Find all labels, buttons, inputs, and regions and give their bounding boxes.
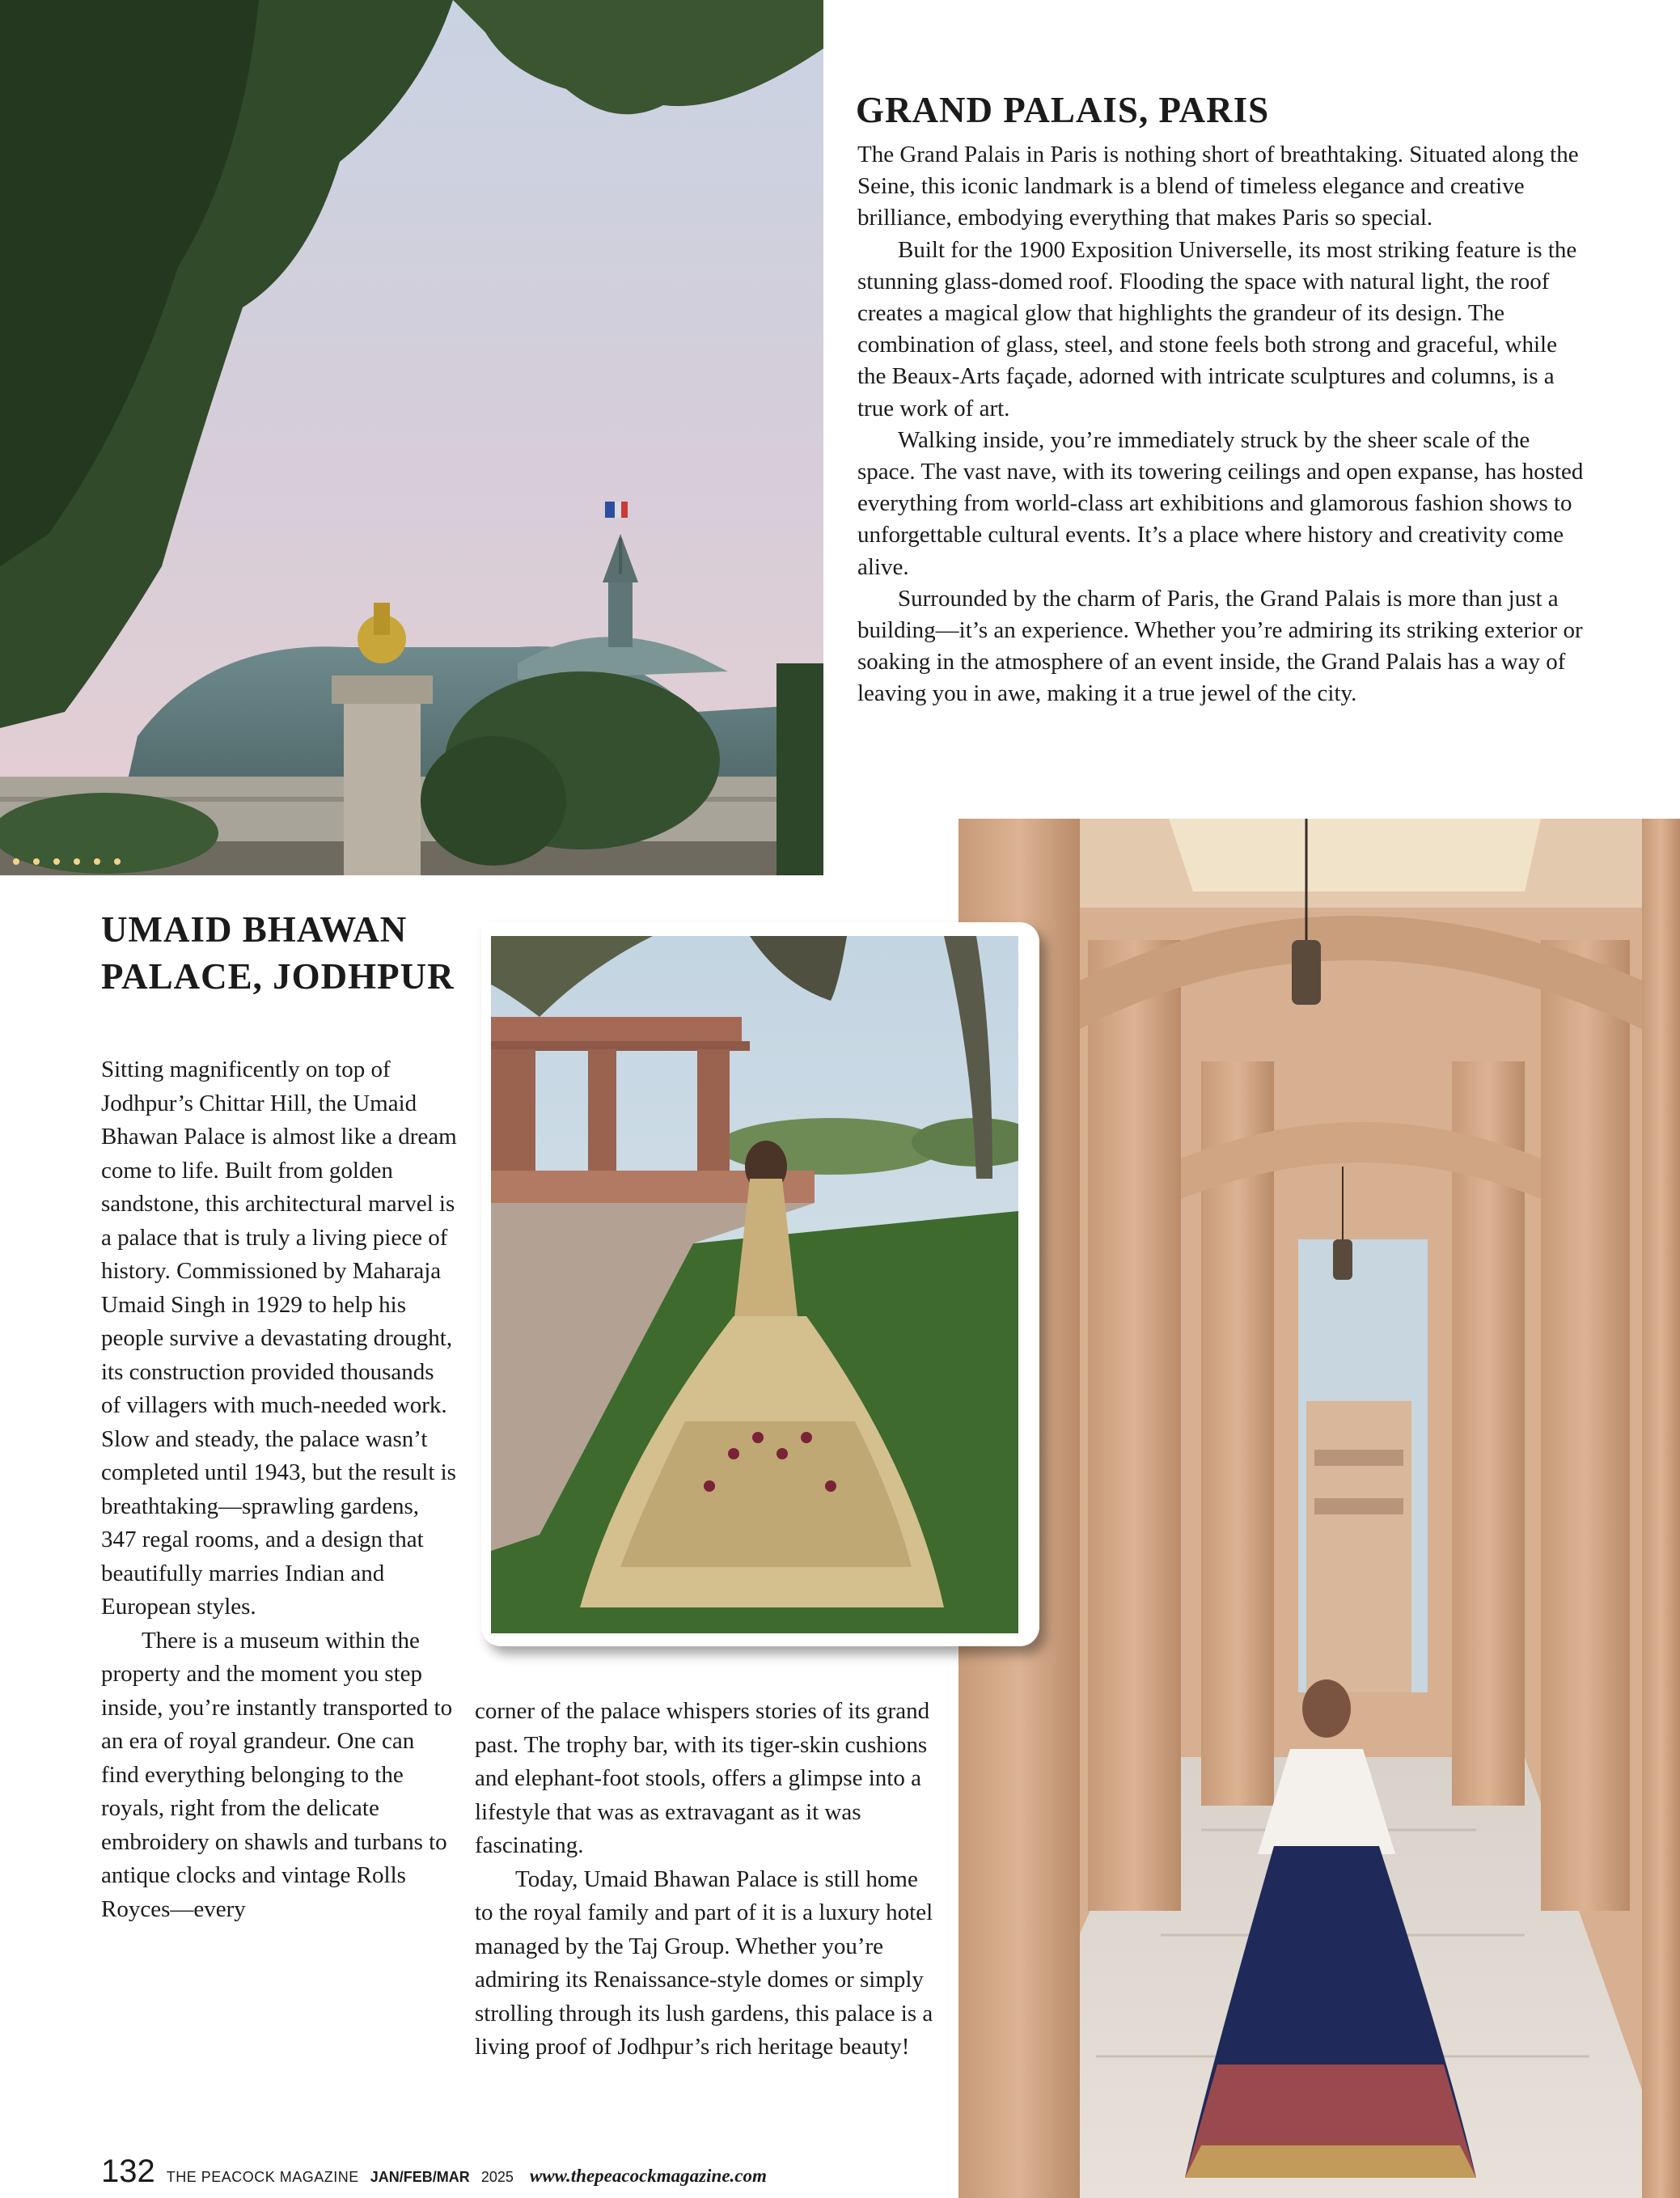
palace-colonnade-photo	[958, 819, 1680, 2198]
garden-photo-frame	[481, 922, 1039, 1646]
page-number: 132	[101, 2154, 155, 2189]
paragraph: There is a museum within the property and the moment you step inside, you’re instantly transported to an era of royal grandeur. One can find everything belonging to the royals, right from the delicate embroidery on shawls and turbans to antique clocks and vintage Rolls Royces—every	[101, 1627, 453, 1922]
paragraph: Surrounded by the charm of Paris, the Grand Palais is more than just a building—it’s an experience. Whether you’re admiring its striking exterior or soaking in the atmosphere of an event inside, the Grand Palais has a way of leaving you in awe, making it a true jewel of the city.	[857, 585, 1583, 707]
paragraph: Today, Umaid Bhawan Palace is still home to the royal family and part of it is a luxury hotel managed by the Taj Group. Whether you’re admiring its Renaissance-style domes or simply strolling through its lush gardens, this palace is a living proof of Jodhpur’s rich heritage beauty!	[475, 1866, 933, 2060]
grand-palais-body	[857, 139, 1585, 710]
page-footer	[101, 2154, 767, 2194]
grand-palais-photo	[0, 0, 823, 875]
paragraph: Built for the 1900 Exposition Universelle, its most striking feature is the stunning glass-domed roof. Flooding the space with natural light, the roof creates a magical glow that highlights the grandeur of its design. The combination of glass, steel, and stone feels both strong and graceful, while the Beaux-Arts façade, adorned with intricate sculptures and columns, is a true work of art.	[857, 236, 1577, 421]
palace-garden-photo	[491, 936, 1018, 1633]
magazine-name: THE PEACOCK MAGAZINE	[166, 2169, 359, 2185]
paragraph: The Grand Palais in Paris is nothing short of breathtaking. Situated along the Seine, this iconic landmark is a blend of timeless elegance and creative brilliance, embodying everything that makes Paris so special.	[857, 142, 1579, 231]
paragraph: corner of the palace whispers stories of its grand past. The trophy bar, with its tiger-skin cushions and elephant-foot stools, offers a glimpse into a lifestyle that was as extravagant as it was fascinating.	[475, 1698, 930, 1858]
paragraph: Walking inside, you’re immediately struck by the sheer scale of the space. The vast nave, with its towering ceilings and open expanse, has hosted everything from world-class art exhibitions and glamorous fashion shows to unforgettable cultural events. It’s a place where history and creativity come alive.	[857, 426, 1584, 580]
grand-palais-heading: GRAND PALAIS, PARIS	[856, 90, 1270, 130]
issue-months: JAN/FEB/MAR	[370, 2169, 470, 2185]
umaid-bhawan-heading: UMAID BHAWAN PALACE, JODHPUR	[101, 909, 455, 997]
paragraph: Sitting magnificently on top of Jodhpur’s Chittar Hill, the Umaid Bhawan Palace is almost like a dream come to life. Built from golden sandstone, this architectural marvel is a palace that is truly a living piece of history. Commissioned by Maharaja Umaid Singh in 1929 to help his people survive a devastating drought, its construction provided thousands of villagers with much-needed work. Slow and steady, the palace wasn’t completed until 1943, but the result is breathtaking—sprawling gardens, 347 regal rooms, and a design that beautifully marries Indian and European styles.	[101, 1057, 457, 1620]
umaid-bhawan-column-2	[475, 1695, 936, 2065]
issue-year: 2025	[480, 2169, 514, 2185]
umaid-bhawan-column-1	[101, 1053, 457, 1926]
website-link[interactable]: www.thepeacockmagazine.com	[529, 2166, 767, 2186]
